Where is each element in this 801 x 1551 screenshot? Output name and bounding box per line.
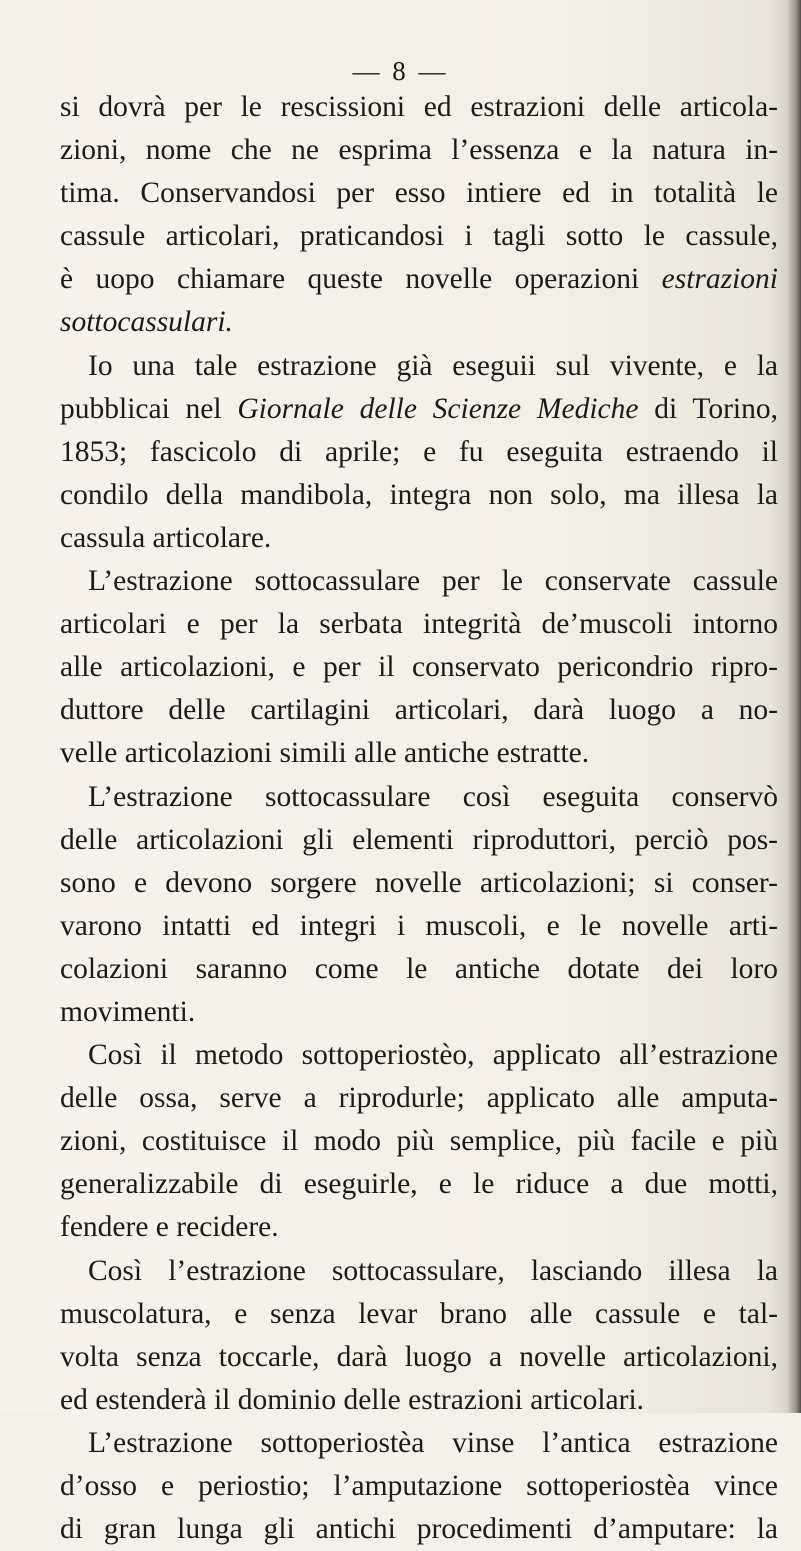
text-line xyxy=(60,1336,778,1379)
text-line xyxy=(60,1250,778,1293)
text-run: alle articolazioni, e per il conservato pericondrio ripro- xyxy=(60,651,778,684)
text-line xyxy=(60,991,778,1034)
text-run: condilo della mandibola, integra non solo, ma illesa la xyxy=(60,478,778,511)
text-line xyxy=(60,129,778,172)
text-line xyxy=(60,1379,778,1422)
text-line xyxy=(60,1206,778,1249)
text-line xyxy=(60,948,778,991)
text-line xyxy=(60,517,778,560)
text-run: generalizzabile di eseguirle, e le riduce a due motti, xyxy=(60,1168,778,1201)
text-line xyxy=(60,301,778,344)
text-line xyxy=(60,1034,778,1077)
text-line xyxy=(60,646,778,689)
page-edge-shadow xyxy=(787,0,801,1413)
text-run: articolari e per la serbata integrità de’muscoli intorno xyxy=(60,608,778,641)
text-line xyxy=(60,215,778,258)
text-run: di Torino, xyxy=(638,392,778,425)
text-run: fendere e recidere. xyxy=(60,1211,279,1244)
page-number: — 8 — xyxy=(352,56,449,86)
text-run: varono intatti ed integri i muscoli, e le novelle arti- xyxy=(60,909,778,942)
text-run: zioni, nome che ne esprima l’essenza e la natura in- xyxy=(60,134,778,167)
text-line xyxy=(60,1163,778,1206)
body-text xyxy=(60,86,778,1551)
text-run: movimenti. xyxy=(60,995,196,1028)
text-line xyxy=(60,1293,778,1336)
italic-text-run: sottocassulari. xyxy=(60,306,233,339)
text-run: Così l’estrazione sottocassulare, lasciando illesa la xyxy=(88,1254,778,1287)
text-run: delle ossa, serve a riprodurle; applicato alle amputa- xyxy=(60,1082,778,1115)
text-run: ed estenderà il dominio delle estrazioni articolari. xyxy=(60,1383,645,1416)
italic-text-run: Giornale delle Scienze Mediche xyxy=(237,392,639,425)
text-line xyxy=(60,560,778,603)
text-line xyxy=(60,86,778,129)
text-run: velle articolazioni simili alle antiche estratte. xyxy=(60,737,590,770)
text-run: d’osso e periostio; l’amputazione sottoperiostèa vince xyxy=(60,1470,778,1502)
text-run: zioni, costituisce il modo più semplice, più facile e più xyxy=(60,1125,778,1158)
text-line xyxy=(60,732,778,775)
text-line xyxy=(60,258,778,301)
text-run: Io una tale estrazione già eseguii sul vivente, e la xyxy=(88,349,778,382)
text-line xyxy=(60,345,778,388)
text-run: si dovrà per le rescissioni ed estrazioni delle articola- xyxy=(60,91,778,123)
text-line xyxy=(60,172,778,215)
text-line xyxy=(60,905,778,948)
text-line xyxy=(60,1465,778,1508)
text-line xyxy=(60,862,778,905)
text-line xyxy=(60,431,778,474)
text-run: L’estrazione sottocassulare per le conservate cassule xyxy=(88,565,778,598)
text-run: delle articolazioni gli elementi riproduttori, perciò pos- xyxy=(60,823,778,856)
text-run: tima. Conservandosi per esso intiere ed in totalità le xyxy=(60,177,778,210)
text-line xyxy=(60,1120,778,1163)
text-run: muscolatura, e senza levar brano alle cassule e tal- xyxy=(60,1297,778,1330)
text-line xyxy=(60,819,778,862)
text-line xyxy=(60,388,778,431)
text-run: L’estrazione sottocassulare così eseguita conservò xyxy=(88,780,778,813)
text-run: pubblicai nel xyxy=(60,392,238,425)
text-line xyxy=(60,1077,778,1120)
text-line xyxy=(60,1422,778,1465)
text-run: 1853; fascicolo di aprile; e fu eseguita estraendo il xyxy=(60,435,778,468)
text-line xyxy=(60,603,778,646)
text-run: cassula articolare. xyxy=(60,521,272,554)
text-line xyxy=(60,689,778,732)
text-run: Così il metodo sottoperiostèo, applicato all’estrazione xyxy=(88,1039,778,1072)
text-run: colazioni saranno come le antiche dotate dei loro xyxy=(60,952,778,985)
text-run: L’estrazione sottoperiostèa vinse l’antica estrazione xyxy=(88,1426,778,1459)
text-line xyxy=(60,474,778,517)
text-run: cassule articolari, praticandosi i tagli sotto le cassule, xyxy=(60,220,778,253)
italic-text-run: estrazioni xyxy=(661,263,778,296)
text-run: sono e devono sorgere novelle articolazioni; si conser- xyxy=(60,866,778,899)
text-run: è uopo chiamare queste novelle operazioni xyxy=(60,263,662,296)
text-line xyxy=(60,776,778,819)
text-run: duttore delle cartilagini articolari, darà luogo a no- xyxy=(60,694,778,727)
text-line xyxy=(60,1508,778,1551)
text-run: volta senza toccarle, darà luogo a novelle articolazioni, xyxy=(60,1340,778,1373)
text-run: di gran lunga gli antichi procedimenti d’amputare: la xyxy=(60,1513,778,1546)
